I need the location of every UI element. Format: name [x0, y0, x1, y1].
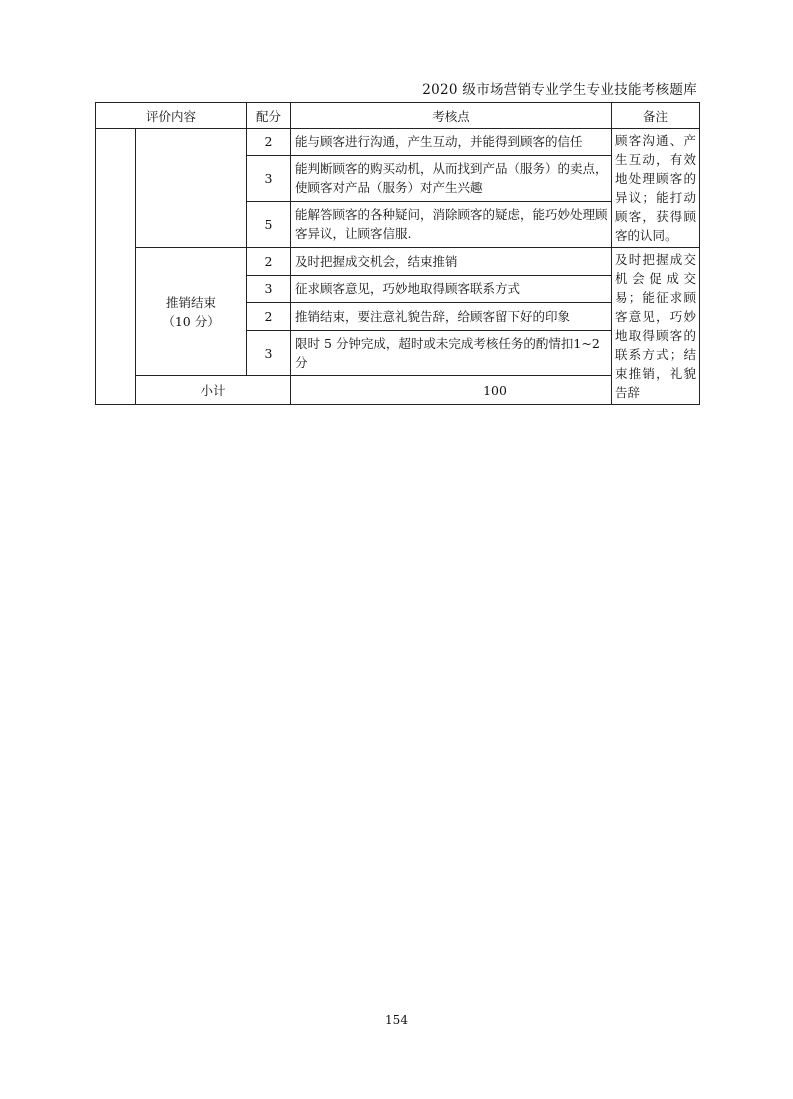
- point-cell: 及时把握成交机会，结束推销: [291, 248, 612, 276]
- score-cell: 3: [247, 275, 291, 303]
- point-cell: 限时 5 分钟完成，超时或未完成考核任务的酌情扣1~2 分: [291, 330, 612, 376]
- point-cell: 能判断顾客的购买动机，从而找到产品（服务）的卖点，使顾客对产品（服务）对产生兴趣: [291, 155, 612, 201]
- subtotal-label: 小计: [136, 376, 291, 405]
- category-cell-blank: [136, 129, 247, 248]
- outer-category-cell: [96, 129, 136, 405]
- column-header-score: 配分: [247, 103, 291, 129]
- column-header-content: 评价内容: [96, 103, 247, 129]
- category-label: 推销结束: [166, 294, 217, 310]
- subtotal-value: 100: [291, 376, 700, 405]
- point-cell: 推销结束，要注意礼貌告辞，给顾客留下好的印象: [291, 303, 612, 331]
- evaluation-table: [95, 102, 700, 405]
- point-cell: 能与顾客进行沟通，产生互动，并能得到顾客的信任: [291, 129, 612, 156]
- score-cell: 2: [247, 248, 291, 276]
- score-cell: 3: [247, 330, 291, 376]
- table-row: [96, 129, 700, 156]
- score-cell: 5: [247, 201, 291, 247]
- page-number: 154: [385, 1013, 408, 1027]
- point-cell: 能解答顾客的各种疑问，消除顾客的疑虑，能巧妙处理顾客异议，让顾客信服.: [291, 201, 612, 247]
- remark-cell-1: 顾客沟通、产生互动，有效地处理顾客的异议；能打动顾客，获得顾客的认同。: [612, 129, 700, 248]
- score-cell: 3: [247, 155, 291, 201]
- column-header-point: 考核点: [291, 103, 612, 129]
- category-cell-closing: [136, 248, 247, 376]
- table-header-row: [96, 103, 700, 129]
- point-cell: 征求顾客意见，巧妙地取得顾客联系方式: [291, 275, 612, 303]
- category-score-label: （10 分）: [162, 313, 220, 329]
- score-cell: 2: [247, 129, 291, 156]
- subtotal-row: [96, 376, 700, 405]
- column-header-remark: 备注: [612, 103, 700, 129]
- score-cell: 2: [247, 303, 291, 331]
- remark-cell-2: 及时把握成交机会促成交易；能征求顾客意见，巧妙地取得顾客的联系方式；结束推销，礼貌告辞: [612, 248, 700, 405]
- table-row: [96, 248, 700, 276]
- page-header-title: 2020 级市场营销专业学生专业技能考核题库: [422, 82, 697, 98]
